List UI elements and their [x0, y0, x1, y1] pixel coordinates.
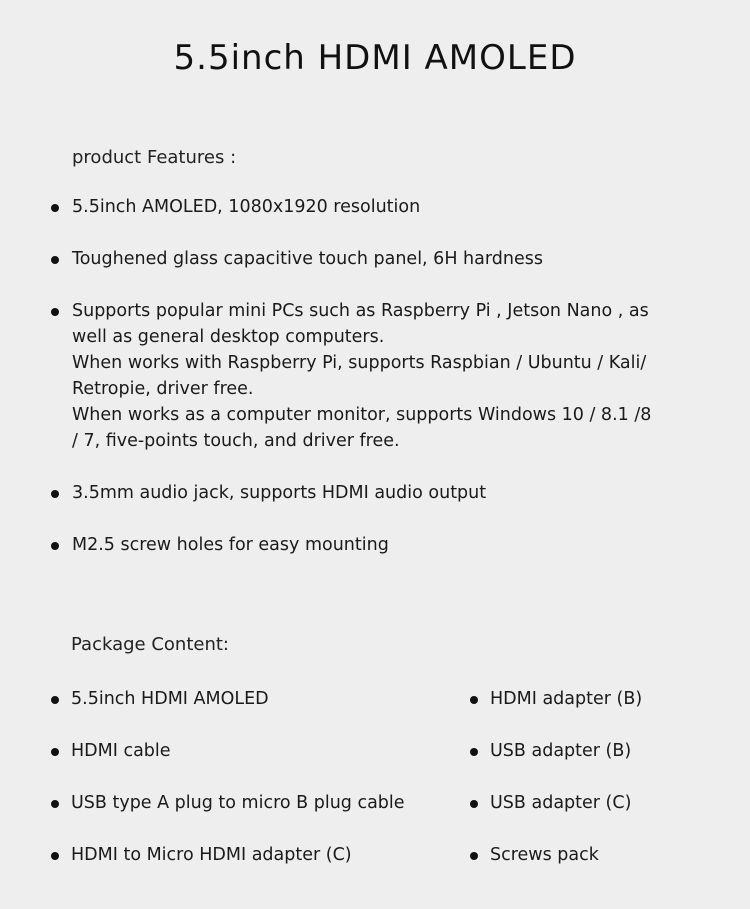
feature-text: well as general desktop computers. — [72, 327, 385, 347]
feature-item — [46, 480, 716, 506]
bullet-icon — [470, 800, 478, 808]
bullet-icon — [470, 748, 478, 756]
package-item — [46, 738, 446, 764]
bullet-icon — [470, 852, 478, 860]
feature-text: 5.5inch AMOLED, 1080x1920 resolution — [72, 197, 421, 217]
feature-text: Supports popular mini PCs such as Raspberry Pi , Jetson Nano , as — [72, 301, 649, 321]
feature-item — [46, 194, 716, 220]
package-item-label: USB adapter (B) — [490, 741, 632, 761]
package-item — [465, 790, 735, 816]
package-item-label: HDMI cable — [71, 741, 171, 761]
bullet-icon — [51, 852, 59, 860]
bullet-icon — [470, 696, 478, 704]
bullet-icon — [51, 800, 59, 808]
package-list-right — [465, 686, 735, 894]
package-item-label: Screws pack — [490, 845, 599, 865]
bullet-icon — [51, 490, 59, 498]
bullet-icon — [51, 308, 59, 316]
package-item — [465, 842, 735, 868]
feature-text: Retropie, driver free. — [72, 379, 254, 399]
bullet-icon — [51, 542, 59, 550]
package-item — [46, 686, 446, 712]
feature-text: When works with Raspberry Pi, supports Raspbian / Ubuntu / Kali/ — [72, 353, 647, 373]
package-item — [465, 686, 735, 712]
package-item — [46, 842, 446, 868]
bullet-icon — [51, 204, 59, 212]
package-heading: Package Content: — [71, 634, 229, 655]
package-item-label: USB adapter (C) — [490, 793, 632, 813]
package-item — [465, 738, 735, 764]
feature-text: Toughened glass capacitive touch panel, 6H hardness — [72, 249, 543, 269]
feature-item — [46, 532, 716, 558]
package-item-label: HDMI adapter (B) — [490, 689, 643, 709]
bullet-icon — [51, 696, 59, 704]
package-item-label: 5.5inch HDMI AMOLED — [71, 689, 269, 709]
package-list-left — [46, 686, 446, 894]
feature-text: M2.5 screw holes for easy mounting — [72, 535, 389, 555]
feature-text: When works as a computer monitor, supports Windows 10 / 8.1 /8 — [72, 405, 652, 425]
features-list — [46, 194, 716, 584]
feature-text: 3.5mm audio jack, supports HDMI audio output — [72, 483, 487, 503]
package-item-label: HDMI to Micro HDMI adapter (C) — [71, 845, 352, 865]
feature-item — [46, 246, 716, 272]
feature-text: / 7, five-points touch, and driver free. — [72, 431, 400, 451]
package-item — [46, 790, 446, 816]
page-title: 5.5inch HDMI AMOLED — [173, 38, 577, 78]
bullet-icon — [51, 748, 59, 756]
package-item-label: USB type A plug to micro B plug cable — [71, 793, 405, 813]
bullet-icon — [51, 256, 59, 264]
features-heading: product Features : — [72, 147, 237, 168]
feature-item — [46, 298, 716, 454]
